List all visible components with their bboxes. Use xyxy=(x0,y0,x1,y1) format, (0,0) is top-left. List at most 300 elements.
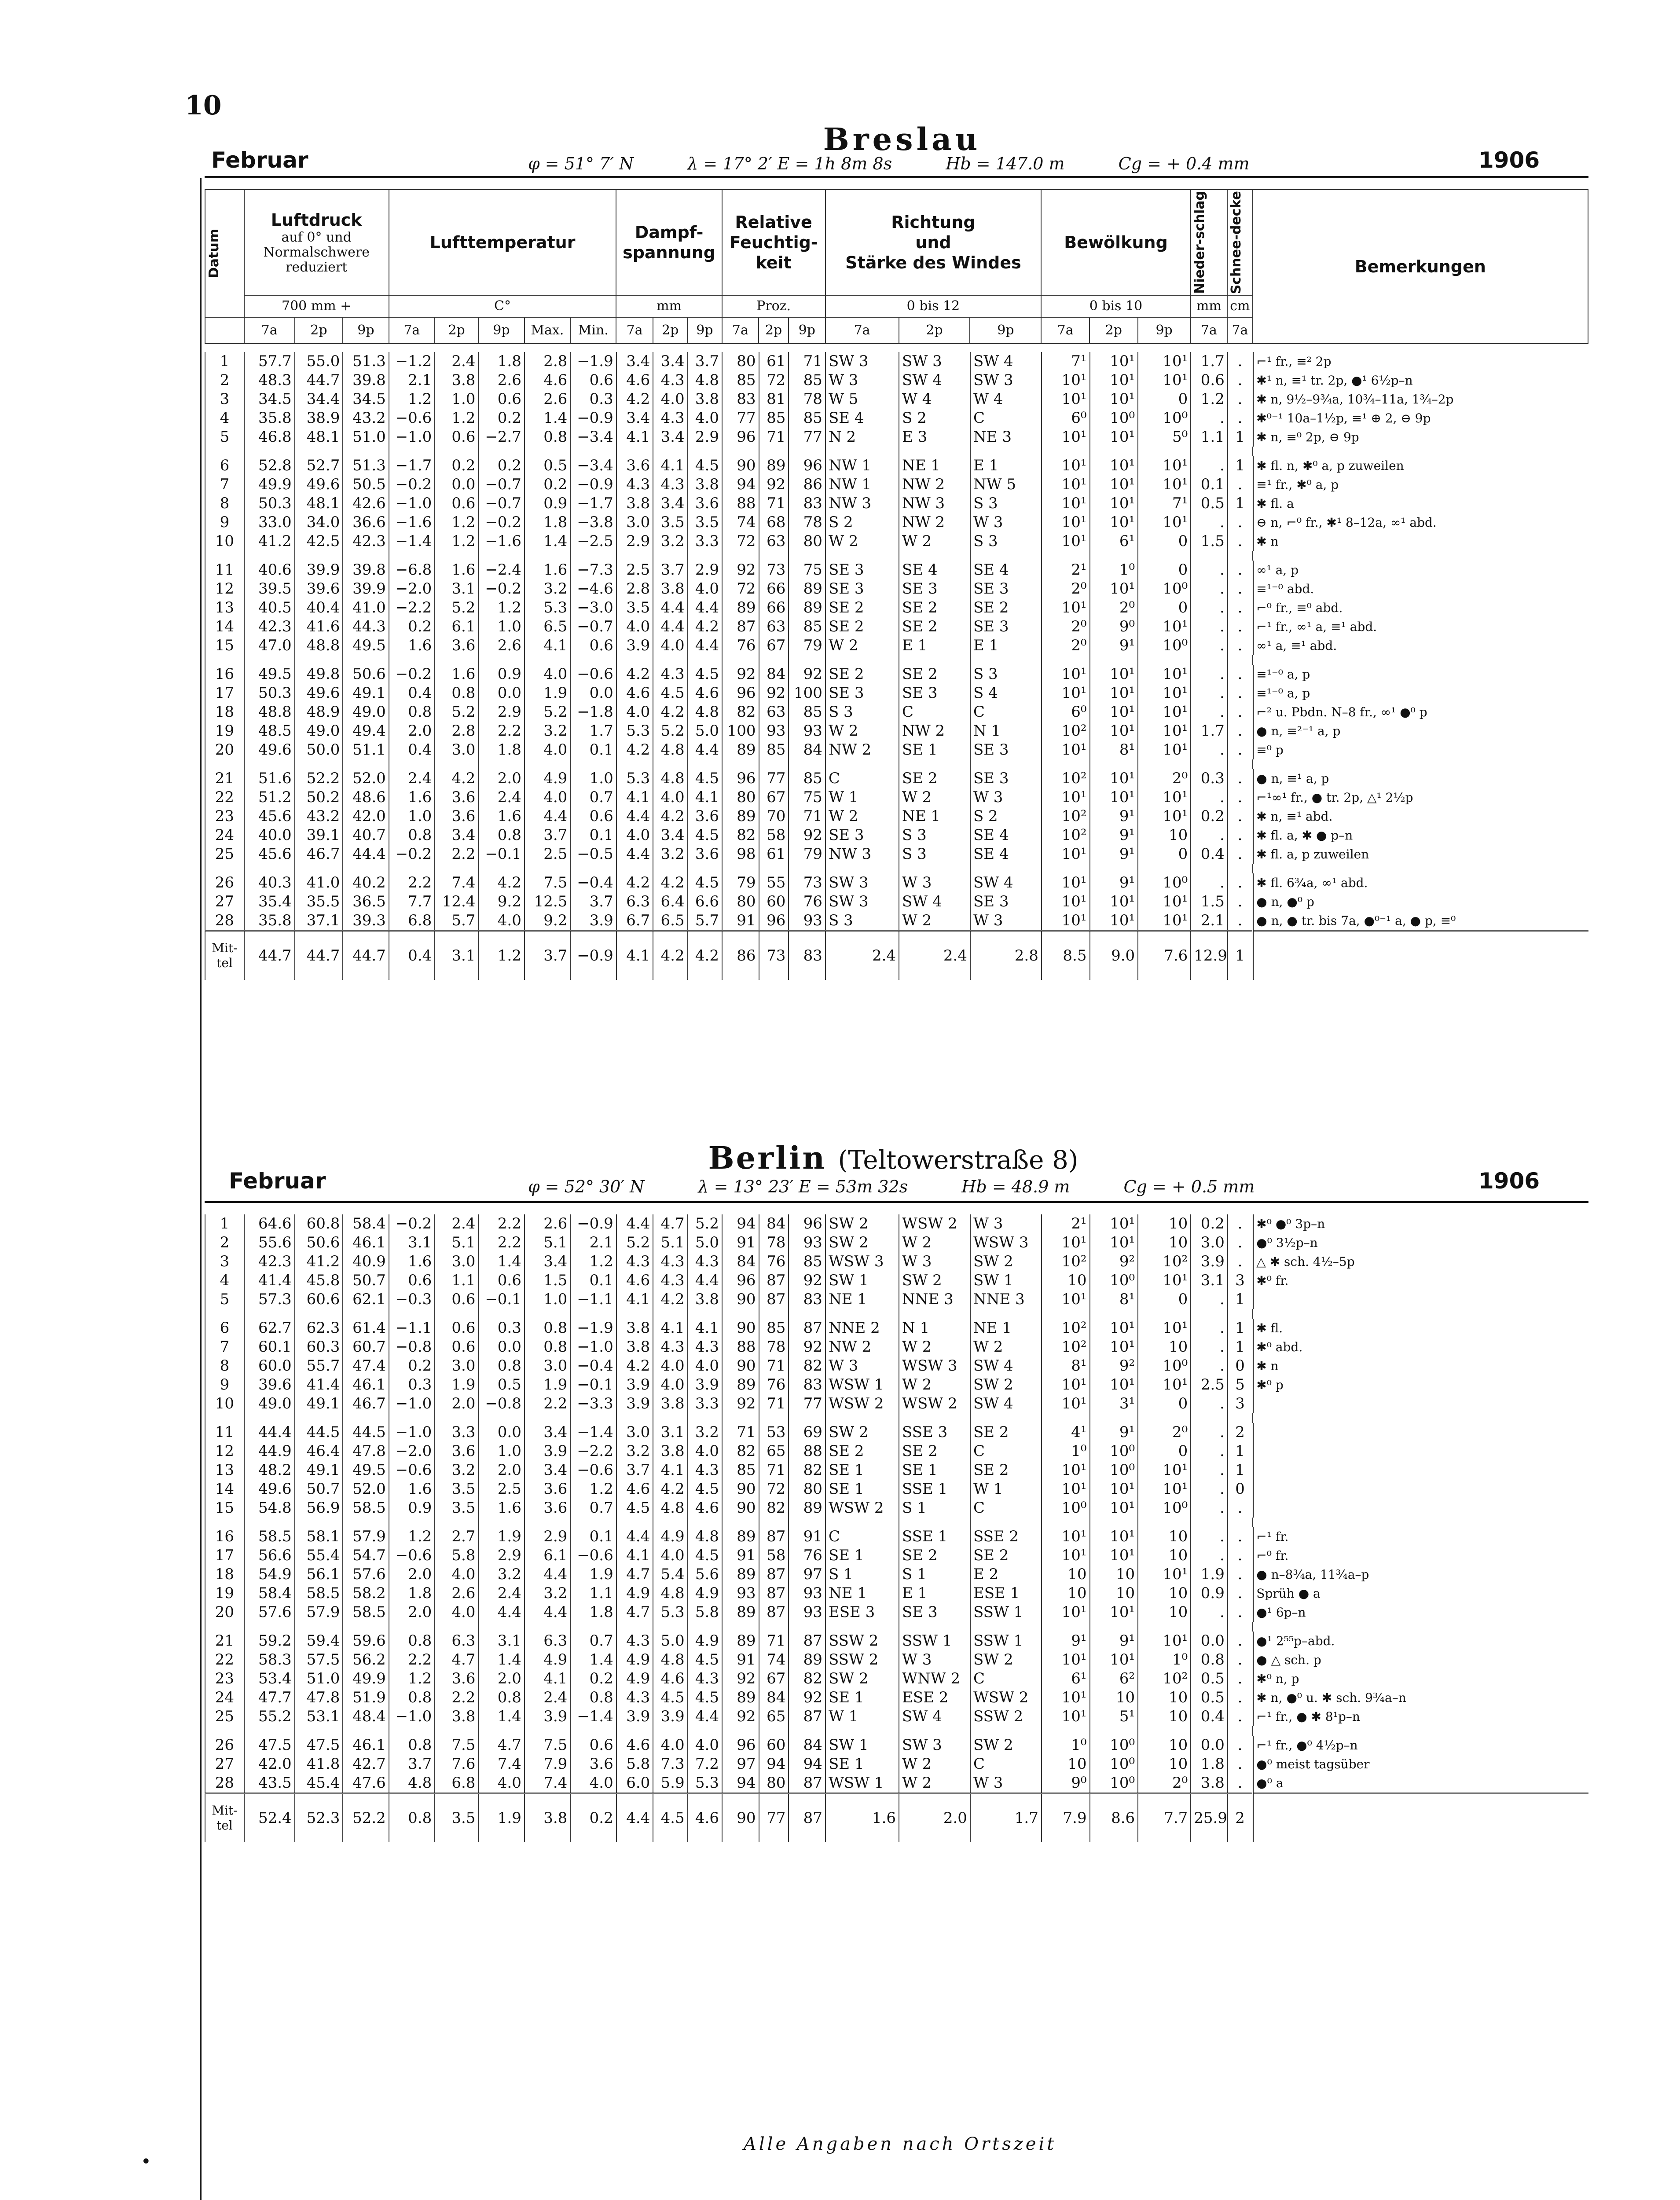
table-cell: 96 xyxy=(722,1271,759,1290)
table-row xyxy=(205,494,1588,513)
table-cell: 0.0 xyxy=(570,684,616,703)
table-cell: 70 xyxy=(759,807,789,826)
date-cell: 11 xyxy=(205,1423,244,1442)
table-cell: 3.6 xyxy=(570,1755,616,1774)
table-cell: 89 xyxy=(722,741,759,759)
table-cell: 33.0 xyxy=(244,513,295,532)
table-cell: 56.2 xyxy=(343,1650,389,1669)
table-cell: . xyxy=(1191,636,1228,655)
coord-latitude: φ = 52° 30′ N xyxy=(528,1177,645,1196)
table-cell: 44.7 xyxy=(343,931,389,980)
table-cell: 78 xyxy=(789,513,825,532)
table-cell: 0.6 xyxy=(478,1271,524,1290)
table-cell: 0.8 xyxy=(435,684,478,703)
table-cell: 2.8 xyxy=(616,579,653,598)
table-row xyxy=(205,428,1588,447)
table-cell: 82 xyxy=(722,1442,759,1461)
table-cell: W 1 xyxy=(825,788,899,807)
remark-cell xyxy=(1253,1461,1588,1480)
table-cell: 1.6 xyxy=(825,1793,899,1843)
table-cell: 40.2 xyxy=(343,873,389,892)
table-cell: 10² xyxy=(1042,722,1090,741)
table-cell: 90 xyxy=(722,1793,759,1843)
table-cell: 0.6 xyxy=(570,1736,616,1755)
table-cell: −3.0 xyxy=(570,598,616,617)
table-cell: 4.9 xyxy=(616,1584,653,1603)
table-cell: . xyxy=(1228,371,1253,390)
table-cell: 80 xyxy=(759,1774,789,1793)
table-cell: . xyxy=(1191,561,1228,579)
table-cell: 0.6 xyxy=(435,428,478,447)
remark-cell: ⌐¹ fr., ● ✱ 8¹p–n xyxy=(1253,1707,1588,1726)
table-cell: 1.7 xyxy=(1191,722,1228,741)
table-cell: 4.5 xyxy=(688,769,722,788)
table-cell: 0.8 xyxy=(389,1688,435,1707)
table-cell: SW 1 xyxy=(825,1271,899,1290)
table-cell: 10 xyxy=(1138,1736,1191,1755)
table-cell: . xyxy=(1228,1650,1253,1669)
table-cell: 4.1 xyxy=(688,788,722,807)
table-cell: 3.0 xyxy=(525,1357,570,1375)
table-cell: 2.5 xyxy=(525,845,570,864)
row-spacer xyxy=(205,1518,1588,1527)
remark-cell: ●¹ 6p–n xyxy=(1253,1603,1588,1622)
remark-cell xyxy=(1253,1480,1588,1499)
table-cell: 9² xyxy=(1090,1357,1138,1375)
table-cell: . xyxy=(1228,532,1253,551)
table-cell: 4.5 xyxy=(688,456,722,475)
table-cell: SSW 1 xyxy=(899,1632,970,1650)
table-cell: 4.2 xyxy=(653,807,687,826)
table-cell: −1.8 xyxy=(570,703,616,722)
table-cell: 87 xyxy=(789,1632,825,1650)
table-cell: SE 1 xyxy=(825,1688,899,1707)
table-cell: 1.6 xyxy=(435,561,478,579)
table-cell: . xyxy=(1191,1461,1228,1480)
table-cell: SE 1 xyxy=(899,741,970,759)
remark-cell: ✱ fl. n, ✱⁰ a, p zuweilen xyxy=(1253,456,1588,475)
table-cell: S 3 xyxy=(970,532,1042,551)
table-cell: 0.2 xyxy=(389,1357,435,1375)
table-cell: . xyxy=(1191,1290,1228,1309)
date-cell: 22 xyxy=(205,1650,244,1669)
table-cell: −2.0 xyxy=(389,579,435,598)
table-row xyxy=(205,1565,1588,1584)
table-cell: 1.2 xyxy=(1191,390,1228,409)
table-cell: 0.4 xyxy=(1191,1707,1228,1726)
table-cell: SW 1 xyxy=(825,1736,899,1755)
table-cell: 44.5 xyxy=(343,1423,389,1442)
table-cell: 4.3 xyxy=(616,1632,653,1650)
table-cell: 2.0 xyxy=(478,1461,524,1480)
remark-cell: ●⁰ a xyxy=(1253,1774,1588,1793)
table-cell: 58.5 xyxy=(295,1584,343,1603)
table-cell: 50.6 xyxy=(295,1233,343,1252)
table-cell: 51.3 xyxy=(343,456,389,475)
table-cell: 35.4 xyxy=(244,892,295,911)
table-cell: 3.8 xyxy=(616,1338,653,1357)
table-cell: 6.6 xyxy=(688,892,722,911)
table-cell: 4.0 xyxy=(653,390,687,409)
table-cell: 10⁰ xyxy=(1090,1736,1138,1755)
table-cell: 3.4 xyxy=(616,409,653,428)
table-cell: 10 xyxy=(1138,1338,1191,1357)
table-cell: 62.7 xyxy=(244,1319,295,1338)
table-cell: 3.1 xyxy=(389,1233,435,1252)
table-cell: 89 xyxy=(789,579,825,598)
table-cell: 4.5 xyxy=(688,826,722,845)
table-cell: 87 xyxy=(759,1290,789,1309)
table-cell: 10¹ xyxy=(1090,1546,1138,1565)
table-cell: S 1 xyxy=(899,1565,970,1584)
table-cell: 39.6 xyxy=(295,579,343,598)
table-cell: 44.7 xyxy=(295,931,343,980)
table-cell: C xyxy=(970,1499,1042,1518)
table-cell: 1.8 xyxy=(1191,1755,1228,1774)
table-cell: SW 4 xyxy=(970,873,1042,892)
table-cell: 80 xyxy=(789,532,825,551)
table-cell: 56.6 xyxy=(244,1546,295,1565)
table-cell: 5¹ xyxy=(1090,1707,1138,1726)
table-cell: 1.9 xyxy=(1191,1565,1228,1584)
table-cell: 0.7 xyxy=(570,1632,616,1650)
table-cell: 58 xyxy=(759,1546,789,1565)
remark-cell: ✱ n xyxy=(1253,532,1588,551)
unit-luftdruck: 700 mm + xyxy=(244,295,389,317)
header-bewoelkung: Bewölkung xyxy=(1064,233,1168,253)
table-cell: 4.1 xyxy=(616,788,653,807)
table-cell: 4.5 xyxy=(688,1650,722,1669)
table-cell: 4.1 xyxy=(688,1319,722,1338)
table-cell: 0.7 xyxy=(570,1499,616,1518)
table-cell: 3.2 xyxy=(653,532,687,551)
table-cell: 82 xyxy=(789,1357,825,1375)
table-cell: 85 xyxy=(789,1252,825,1271)
table-cell: 96 xyxy=(789,1214,825,1233)
table-cell: 1 xyxy=(1228,1319,1253,1338)
station-address: (Teltowerstraße 8) xyxy=(838,1145,1078,1175)
table-cell: 0.3 xyxy=(389,1375,435,1394)
table-cell: 63 xyxy=(759,532,789,551)
table-cell: 1.2 xyxy=(389,1669,435,1688)
table-cell: −0.8 xyxy=(478,1394,524,1413)
table-cell: SW 2 xyxy=(970,1736,1042,1755)
table-cell: 4.8 xyxy=(653,1499,687,1518)
table-cell: . xyxy=(1228,1546,1253,1565)
table-cell: −0.3 xyxy=(389,1290,435,1309)
table-cell: 10¹ xyxy=(1090,1499,1138,1518)
table-cell: SW 2 xyxy=(970,1252,1042,1271)
table-cell: 62.1 xyxy=(343,1290,389,1309)
table-cell: 79 xyxy=(722,873,759,892)
table-cell: 59.6 xyxy=(343,1632,389,1650)
table-cell: WSW 2 xyxy=(825,1499,899,1518)
table-cell: 4.3 xyxy=(616,1252,653,1271)
table-cell: −0.6 xyxy=(389,409,435,428)
table-cell: . xyxy=(1191,1603,1228,1622)
remark-cell: ✱⁰ ●⁰ 3p–n xyxy=(1253,1214,1588,1233)
table-cell: 51.9 xyxy=(343,1688,389,1707)
table-cell: 67 xyxy=(759,1669,789,1688)
table-cell: 4.0 xyxy=(478,911,524,931)
table-cell: 0.8 xyxy=(389,826,435,845)
table-cell: 52.4 xyxy=(244,1793,295,1843)
coord-longitude: λ = 13° 23′ E = 53m 32s xyxy=(698,1177,908,1196)
table-cell: 4.1 xyxy=(653,1319,687,1338)
table-cell: 3.4 xyxy=(653,352,687,371)
table-cell: 3.6 xyxy=(435,788,478,807)
table-cell: . xyxy=(1191,1480,1228,1499)
table-cell: 4.3 xyxy=(653,475,687,494)
table-cell: 1.4 xyxy=(525,532,570,551)
row-spacer xyxy=(205,759,1588,769)
table-cell: 7.6 xyxy=(1138,931,1191,980)
table-cell: 100 xyxy=(789,684,825,703)
table-cell: 10 xyxy=(1042,1271,1090,1290)
table-cell: 41.4 xyxy=(244,1271,295,1290)
table-cell: 7.5 xyxy=(525,1736,570,1755)
table-cell: 75 xyxy=(789,788,825,807)
table-cell: . xyxy=(1228,617,1253,636)
table-cell: 10 xyxy=(1138,1755,1191,1774)
table-cell: SE 4 xyxy=(899,561,970,579)
table-cell: 3.6 xyxy=(525,1480,570,1499)
table-cell: 42.6 xyxy=(343,494,389,513)
table-cell: 5.0 xyxy=(688,722,722,741)
table-cell: 2.4 xyxy=(478,1584,524,1603)
table-cell: 4.3 xyxy=(688,1669,722,1688)
table-cell: NW 3 xyxy=(899,494,970,513)
table-cell: . xyxy=(1228,826,1253,845)
table-cell: 10 xyxy=(1042,1565,1090,1584)
table-cell: WSW 2 xyxy=(899,1214,970,1233)
table-cell: −2.7 xyxy=(478,428,524,447)
table-cell: 49.8 xyxy=(295,665,343,684)
table-cell: 52.0 xyxy=(343,1480,389,1499)
table-cell: 10¹ xyxy=(1042,1480,1090,1499)
table-cell: 39.5 xyxy=(244,579,295,598)
unit-feucht: Proz. xyxy=(722,295,825,317)
remark-cell: ✱ fl. a, p zuweilen xyxy=(1253,845,1588,864)
table-cell: 46.7 xyxy=(295,845,343,864)
table-cell: 47.8 xyxy=(295,1688,343,1707)
table-cell: 87 xyxy=(759,1271,789,1290)
table-cell: 1.9 xyxy=(570,1565,616,1584)
table-cell: . xyxy=(1228,579,1253,598)
date-cell: 5 xyxy=(205,1290,244,1309)
table-cell: 4.2 xyxy=(478,873,524,892)
table-cell: 0.7 xyxy=(570,788,616,807)
table-cell: 3.8 xyxy=(616,1319,653,1338)
table-cell: 35.8 xyxy=(244,409,295,428)
table-cell: 2.0 xyxy=(435,1394,478,1413)
table-cell: E 1 xyxy=(899,636,970,655)
unit-dampf: mm xyxy=(616,295,722,317)
table-cell: −0.2 xyxy=(389,665,435,684)
table-cell: 10¹ xyxy=(1042,665,1090,684)
table-cell: 2.4 xyxy=(525,1688,570,1707)
table-cell: 10¹ xyxy=(1138,1271,1191,1290)
table-cell: 4.0 xyxy=(688,1442,722,1461)
row-spacer xyxy=(205,1726,1588,1736)
table-cell: 10¹ xyxy=(1090,456,1138,475)
date-cell: 10 xyxy=(205,532,244,551)
table-cell: 0 xyxy=(1138,845,1191,864)
table-cell: . xyxy=(1191,1442,1228,1461)
table-cell: 73 xyxy=(759,561,789,579)
table-row xyxy=(205,1233,1588,1252)
table-row xyxy=(205,788,1588,807)
table-cell: 10¹ xyxy=(1042,1375,1090,1394)
remark-cell xyxy=(1253,931,1588,980)
table-cell: 10 xyxy=(1138,1233,1191,1252)
table-cell: 57.3 xyxy=(244,1290,295,1309)
table-cell: 8.5 xyxy=(1042,931,1090,980)
table-cell: 0.3 xyxy=(1191,769,1228,788)
table-cell: 2.4 xyxy=(825,931,899,980)
page-number: 10 xyxy=(185,90,222,121)
table-cell: 0 xyxy=(1228,1480,1253,1499)
table-cell: 10¹ xyxy=(1138,892,1191,911)
table-cell: 65 xyxy=(759,1707,789,1726)
table-cell: 85 xyxy=(789,617,825,636)
table-cell: NE 1 xyxy=(825,1290,899,1309)
table-cell: . xyxy=(1228,1527,1253,1546)
table-cell: . xyxy=(1228,665,1253,684)
table-cell: 57.9 xyxy=(295,1603,343,1622)
table-cell: 2.6 xyxy=(525,390,570,409)
table-cell: 10¹ xyxy=(1090,684,1138,703)
table-cell: 3.6 xyxy=(688,807,722,826)
table-cell: 4.2 xyxy=(688,617,722,636)
table-cell: 4.7 xyxy=(616,1603,653,1622)
table-row xyxy=(205,1755,1588,1774)
table-cell: 1.8 xyxy=(389,1584,435,1603)
table-cell: 92 xyxy=(789,1338,825,1357)
table-cell: 69 xyxy=(789,1423,825,1442)
table-cell: . xyxy=(1228,1632,1253,1650)
table-cell: 0.6 xyxy=(570,371,616,390)
table-cell: 1 xyxy=(1228,456,1253,475)
table-cell: W 2 xyxy=(899,1338,970,1357)
table-cell: 71 xyxy=(759,1461,789,1480)
table-cell: 5.7 xyxy=(688,911,722,931)
table-cell: 85 xyxy=(789,703,825,722)
table-cell: 82 xyxy=(722,826,759,845)
table-cell: 2.1 xyxy=(570,1233,616,1252)
table-cell: 57.6 xyxy=(343,1565,389,1584)
footer-note: Alle Angaben nach Ortszeit xyxy=(744,2134,1057,2154)
table-cell: 4.1 xyxy=(653,1461,687,1480)
table-cell: −1.1 xyxy=(389,1319,435,1338)
remark-cell: ✱ fl. 6¾a, ∞¹ abd. xyxy=(1253,873,1588,892)
table-cell: WSW 1 xyxy=(825,1375,899,1394)
table-cell: E 1 xyxy=(899,1584,970,1603)
table-cell: 1.5 xyxy=(1191,532,1228,551)
table-cell: 4.5 xyxy=(688,1688,722,1707)
table-cell: 0.3 xyxy=(570,390,616,409)
table-cell: 42.7 xyxy=(343,1755,389,1774)
table-cell: 0.5 xyxy=(1191,1688,1228,1707)
table-cell: 55.2 xyxy=(244,1707,295,1726)
table-row xyxy=(205,513,1588,532)
table-cell: 46.1 xyxy=(343,1736,389,1755)
table-cell: 48.3 xyxy=(244,371,295,390)
table-cell: 0 xyxy=(1138,561,1191,579)
table-cell: SE 1 xyxy=(825,1755,899,1774)
table-cell: NE 1 xyxy=(825,1584,899,1603)
table-cell: 49.0 xyxy=(244,1394,295,1413)
table-cell: 77 xyxy=(759,1793,789,1843)
date-cell: 4 xyxy=(205,409,244,428)
table-cell: 10⁰ xyxy=(1090,1442,1138,1461)
table-row xyxy=(205,1527,1588,1546)
table-row xyxy=(205,1603,1588,1622)
table-cell: W 3 xyxy=(970,911,1042,931)
table-cell: 93 xyxy=(789,911,825,931)
table-cell: . xyxy=(1191,1338,1228,1357)
table-cell: 42.3 xyxy=(244,617,295,636)
table-cell: 4.2 xyxy=(616,390,653,409)
remark-cell: ⌐⁰ fr., ≡⁰ abd. xyxy=(1253,598,1588,617)
table-cell: 89 xyxy=(722,1527,759,1546)
table-cell: 4.9 xyxy=(688,1632,722,1650)
table-cell: 100 xyxy=(722,722,759,741)
table-cell: SW 2 xyxy=(825,1214,899,1233)
table-cell: 3.4 xyxy=(653,428,687,447)
table-cell: 1 xyxy=(1228,1338,1253,1357)
table-cell: 2.4 xyxy=(899,931,970,980)
table-cell: SE 2 xyxy=(970,1546,1042,1565)
table-cell: 44.5 xyxy=(295,1423,343,1442)
remark-cell: ≡⁰ p xyxy=(1253,741,1588,759)
table-cell: 3.9 xyxy=(688,1375,722,1394)
table-cell: . xyxy=(1228,390,1253,409)
table-cell: 0.6 xyxy=(478,390,524,409)
table-cell: 6.8 xyxy=(435,1774,478,1793)
remark-cell xyxy=(1253,1499,1588,1518)
table-cell: SSE 3 xyxy=(899,1423,970,1442)
table-cell: 10⁰ xyxy=(1090,1461,1138,1480)
remark-cell: ⌐¹ fr., ∞¹ a, ≡¹ abd. xyxy=(1253,617,1588,636)
table-cell: 53.1 xyxy=(295,1707,343,1726)
table-cell: 10¹ xyxy=(1138,665,1191,684)
date-cell: 20 xyxy=(205,1603,244,1622)
date-cell: 18 xyxy=(205,1565,244,1584)
table-cell: SE 4 xyxy=(970,561,1042,579)
table-cell: SE 3 xyxy=(899,684,970,703)
table-cell: . xyxy=(1228,1584,1253,1603)
table-cell: 93 xyxy=(789,722,825,741)
table-cell: 0.6 xyxy=(570,807,616,826)
table-cell: 87 xyxy=(759,1527,789,1546)
table-cell: 94 xyxy=(722,1214,759,1233)
table-cell: 49.1 xyxy=(295,1461,343,1480)
table-cell: 3.6 xyxy=(435,1669,478,1688)
remark-cell: △ ✱ sch. 4½–5p xyxy=(1253,1252,1588,1271)
table-cell: 5.2 xyxy=(435,703,478,722)
table-row xyxy=(205,371,1588,390)
table-cell: WSW 1 xyxy=(825,1774,899,1793)
table-cell: SW 4 xyxy=(970,352,1042,371)
table-cell: WSW 3 xyxy=(825,1252,899,1271)
table-cell: SE 4 xyxy=(825,409,899,428)
table-cell: SSW 2 xyxy=(825,1650,899,1669)
table-cell: 4.4 xyxy=(525,807,570,826)
table-cell: 1.6 xyxy=(478,807,524,826)
table-cell: . xyxy=(1191,1527,1228,1546)
table-cell: 4.3 xyxy=(616,475,653,494)
